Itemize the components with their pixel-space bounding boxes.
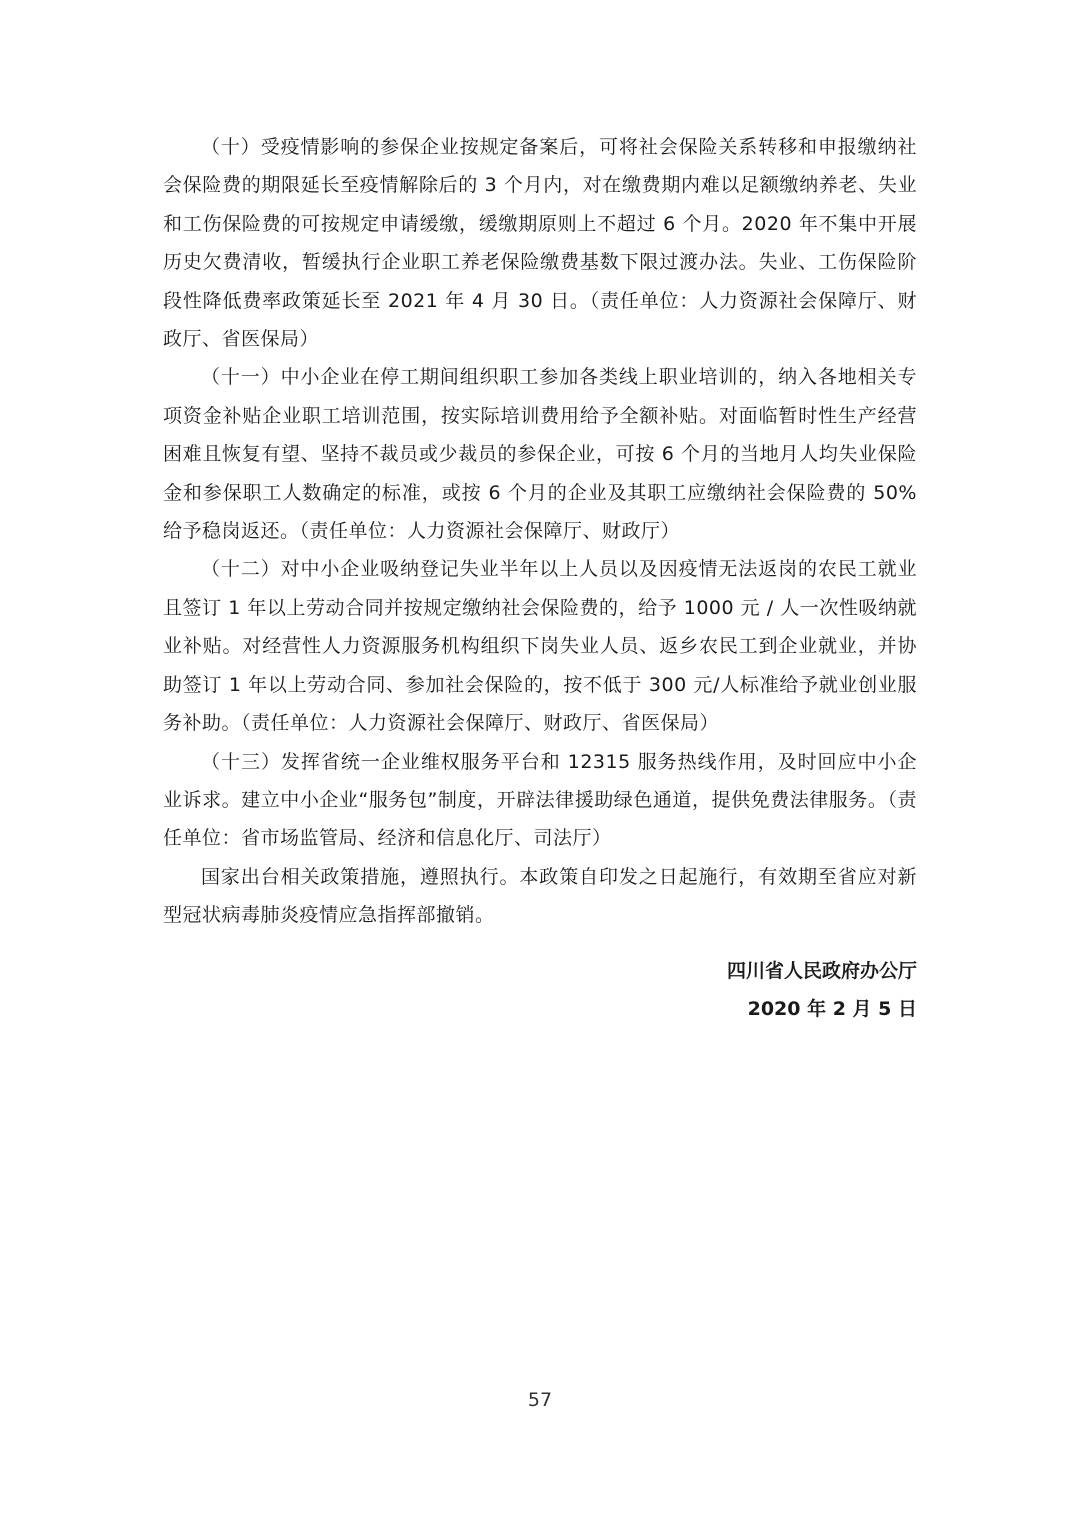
paragraph-closing: 国家出台相关政策措施，遵照执行。本政策自印发之日起施行，有效期至省应对新型冠状病毒肺炎疫情应急指挥部撤销。 [163,865,917,927]
page-number: 57 [527,1389,553,1411]
paragraph-item-13: （十三）发挥省统一企业维权服务平台和 12315 服务热线作用，及时回应中小企业诉求。建立中小企业“服务包”制度，开辟法律援助绿色通道，提供免费法律服务。（责任单位：省市场监管局、经济和信息化厅、司法厅） [163,750,917,850]
paragraph-item-10: （十）受疫情影响的参保企业按规定备案后，可将社会保险关系转移和申报缴纳社会保险费的期限延长至疫情解除后的 3 个月内，对在缴费期内难以足额缴纳养老、失业和工伤保险费的可按规定申请缓缴，缓缴期原则上不超过 6 个月。2020 年不集中开展历史欠费清收，暂缓执行企业职工养老保险缴费基数下限过渡办法。失业、工伤保险阶段性降低费率政策延长至 2021 年 4 月 30 日。（责任单位：人力资源社会保障厅、财政厅、省医保局） [163,136,917,351]
paragraph-item-11: （十一）中小企业在停工期间组织职工参加各类线上职业培训的，纳入各地相关专项资金补贴企业职工培训范围，按实际培训费用给予全额补贴。对面临暂时性生产经营困难且恢复有望、坚持不裁员或少裁员的参保企业，可按 6 个月的当地月人均失业保险金和参保职工人数确定的标准，或按 6 个月的企业及其职工应缴纳社会保险费的 50%给予稳岗返还。（责任单位：人力资源社会保障厅、财政厅） [163,366,917,543]
document-body [163,128,917,935]
paragraph-item-12: （十二）对中小企业吸纳登记失业半年以上人员以及因疫情无法返岗的农民工就业且签订 1 年以上劳动合同并按规定缴纳社会保险费的，给予 1000 元 / 人一次性吸纳就业补贴。对经营性人力资源服务机构组织下岗失业人员、返乡农民工到企业就业，并协助签订 1 年以上劳动合同、参加社会保险的，按不低于 300 元/人标准给予就业创业服务补助。（责任单位：人力资源社会保障厅、财政厅、省医保局） [163,558,917,735]
issue-date: 2020 年 2 月 5 日 [747,998,917,1021]
issuer-name: 四川省人民政府办公厅 [726,960,917,982]
signature-block [727,952,917,1029]
